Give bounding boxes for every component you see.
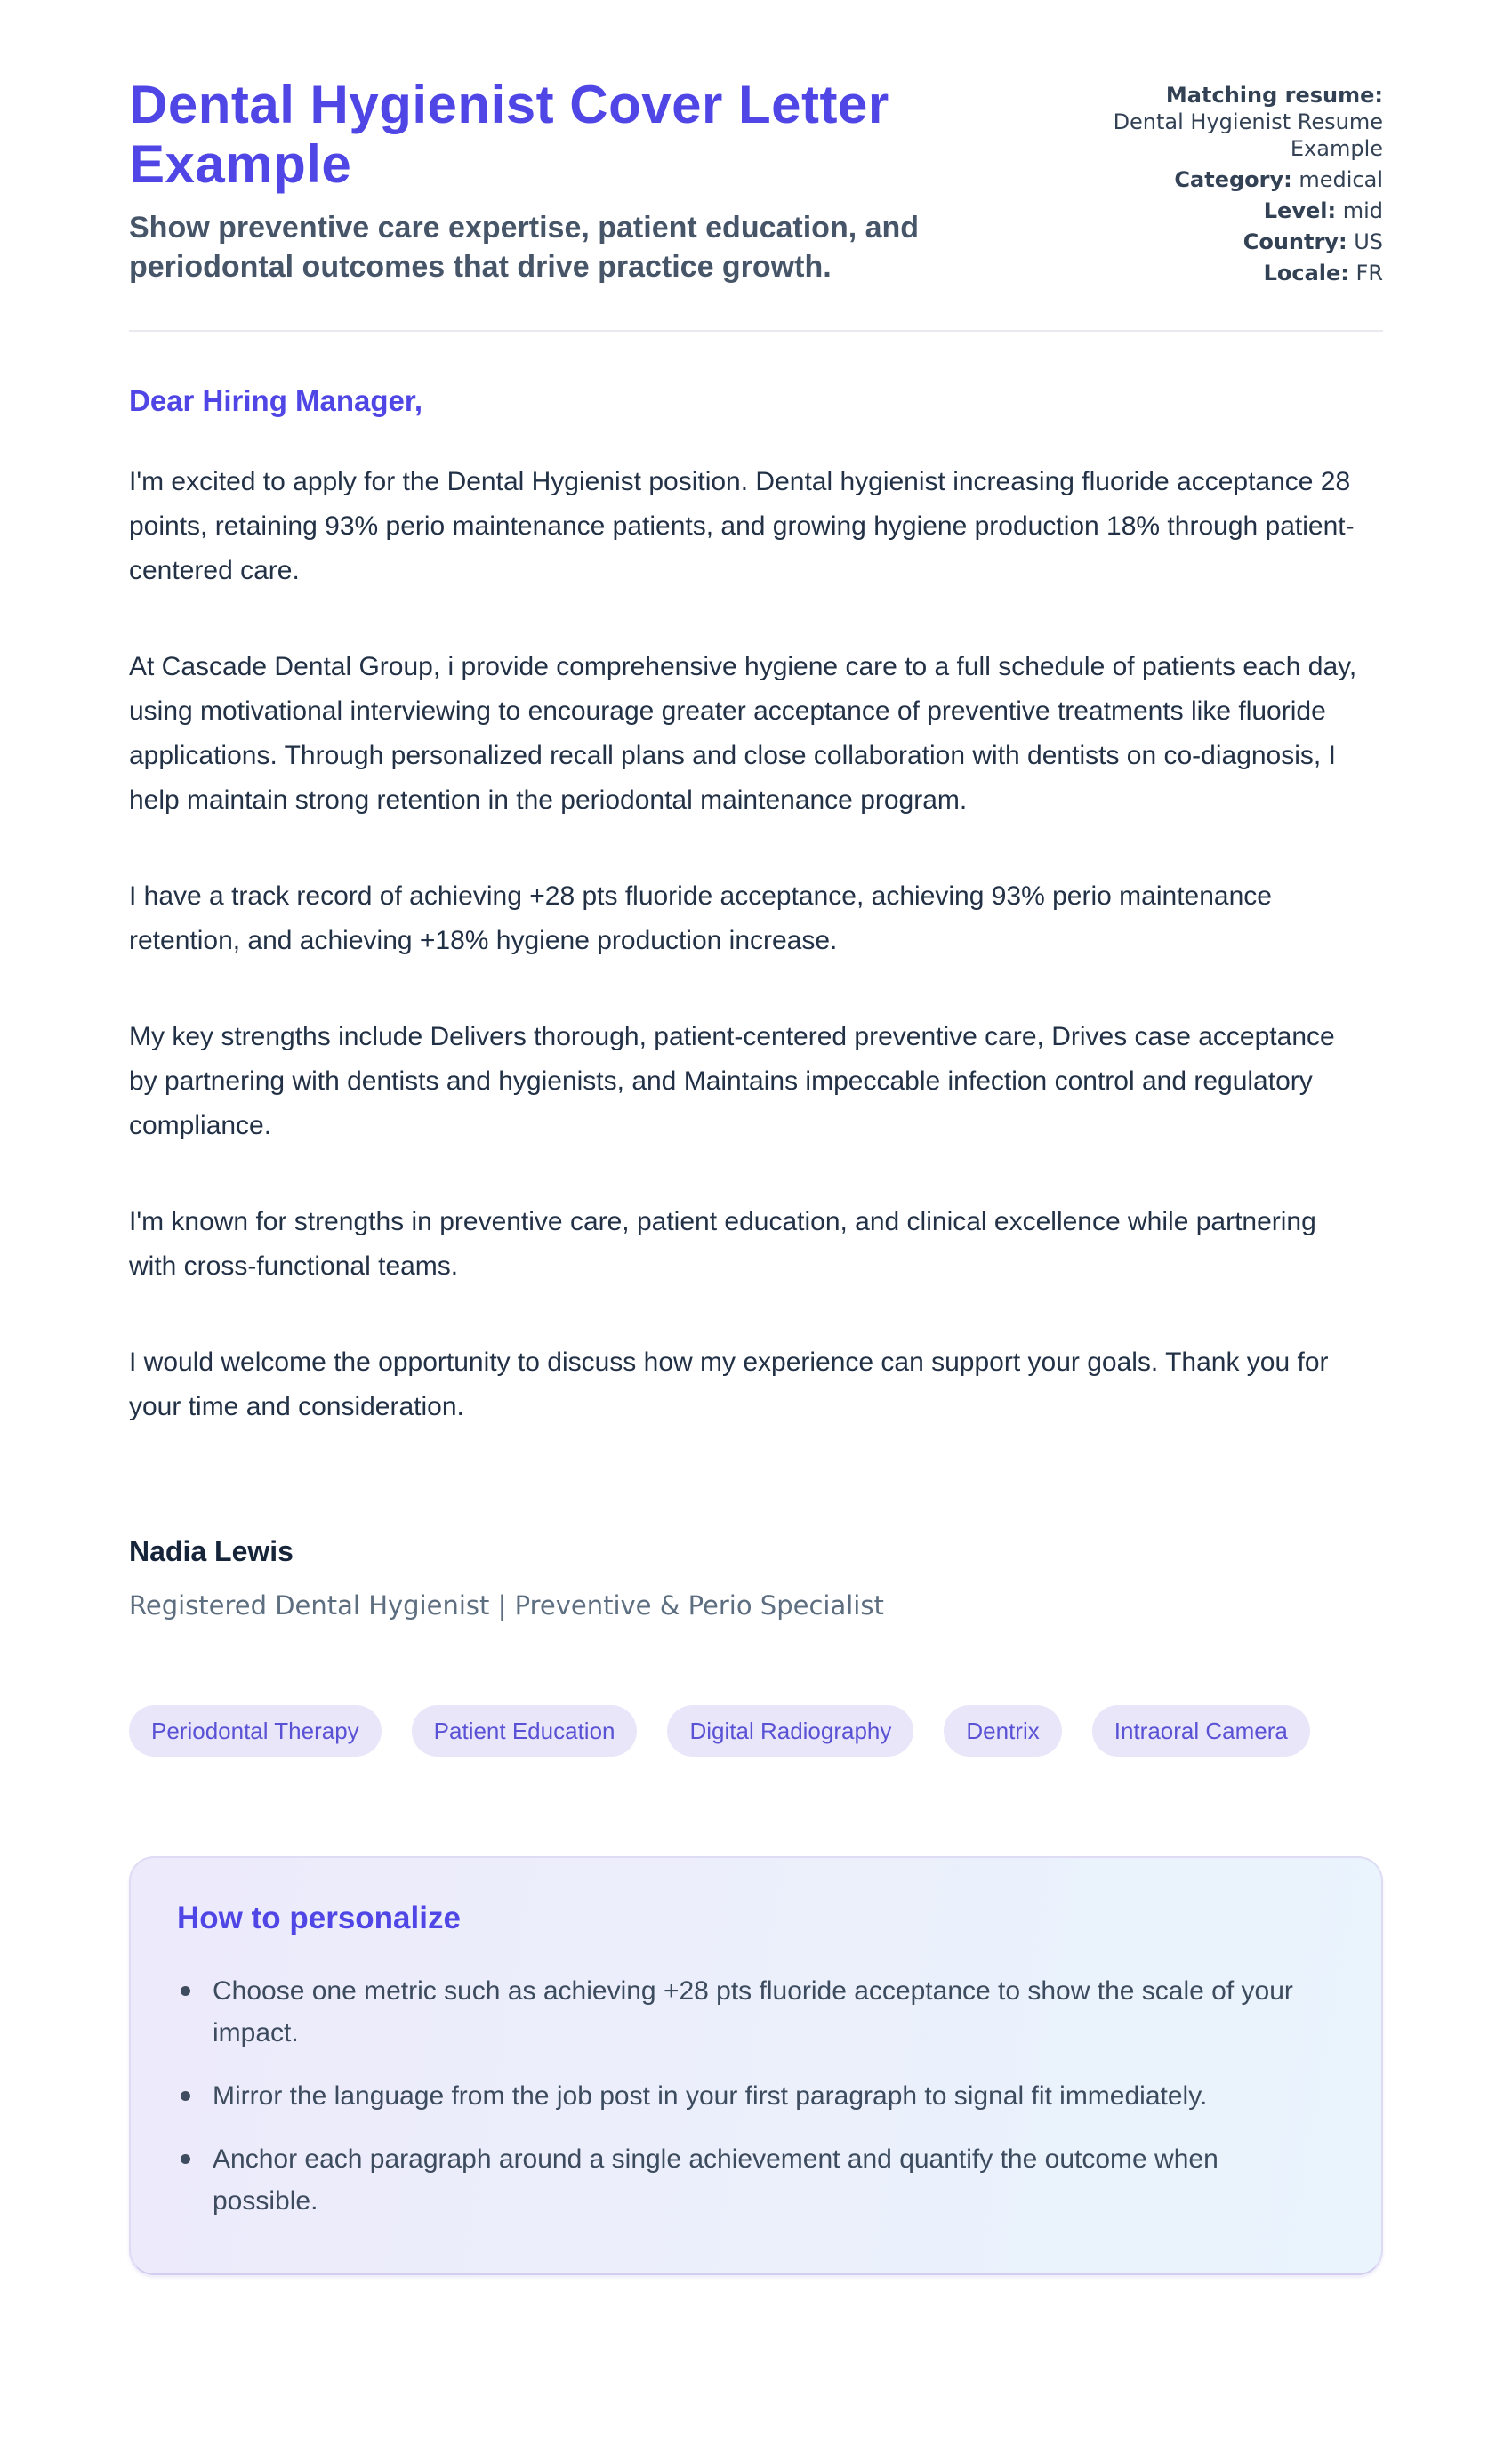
letter-paragraph: I'm known for strengths in preventive care, patient education, and clinical excellence while partnering with cross-functional teams. — [129, 1207, 1316, 1281]
letter-greeting: Dear Hiring Manager, — [129, 384, 423, 417]
skill-tag-patient-education[interactable]: Patient Education — [412, 1705, 638, 1757]
bullet-dot-icon — [181, 1986, 190, 1996]
meta-locale — [1081, 260, 1383, 286]
skill-tag-digital-radiography[interactable]: Digital Radiography — [667, 1705, 913, 1757]
page-title: Dental Hygienist Cover Letter Example — [129, 75, 889, 194]
meta-country-label: Country: — [1243, 229, 1347, 254]
skill-tag-intraoral-camera[interactable]: Intraoral Camera — [1092, 1705, 1310, 1757]
letter-paragraph: I have a track record of achieving +28 pts fluoride acceptance, achieving 93% perio maintenance retention, and achieving +18% hygiene production increase. — [129, 881, 1272, 955]
callout-bullet-list — [177, 1970, 1324, 2222]
skill-tag-dentrix[interactable]: Dentrix — [944, 1705, 1061, 1757]
skill-tags — [129, 1705, 1383, 1757]
letter-paragraph: I would welcome the opportunity to discuss how my experience can support your goals. Thank you for your time and consideration. — [129, 1348, 1329, 1421]
header-divider — [129, 330, 1383, 332]
skill-tag-periodontal-therapy[interactable]: Periodontal Therapy — [129, 1705, 382, 1757]
callout-bullet-text: Choose one metric such as achieving +28 pts fluoride acceptance to show the scale of your impact. — [213, 1976, 1293, 2048]
callout-bullet — [177, 1970, 1298, 2054]
cover-letter-page — [129, 0, 1383, 2275]
meta-level-label: Level: — [1263, 198, 1337, 223]
meta-country-value: US — [1354, 229, 1383, 254]
how-to-personalize-callout — [129, 1856, 1383, 2275]
meta-matching-resume — [1081, 82, 1383, 162]
callout-bullet — [177, 2075, 1298, 2117]
callout-title: How to personalize — [177, 1901, 461, 1935]
bullet-dot-icon — [181, 2091, 190, 2101]
meta-locale-value: FR — [1355, 261, 1383, 286]
letter-paragraph: My key strengths include Delivers thorough, patient-centered preventive care, Drives case acceptance by partnering with dentists and hygienists, and Maintains impeccable infection control and regulatory compliance. — [129, 1022, 1335, 1140]
callout-bullet-text: Mirror the language from the job post in your first paragraph to signal fit immediately. — [213, 2081, 1208, 2111]
cover-letter-body — [129, 383, 1383, 1621]
callout-bullet — [177, 2138, 1298, 2222]
letter-paragraph: I'm excited to apply for the Dental Hygienist position. Dental hygienist increasing fluoride acceptance 28 points, retaining 93% perio maintenance patients, and growing hygiene production 18% through patient-centered care. — [129, 467, 1355, 585]
page-subtitle: Show preventive care expertise, patient education, and periodontal outcomes that drive practice growth. — [129, 211, 920, 284]
title-block — [129, 75, 1027, 286]
resume-meta-panel — [1081, 75, 1383, 291]
bullet-dot-icon — [181, 2154, 190, 2164]
letter-paragraph: At Cascade Dental Group, i provide comprehensive hygiene care to a full schedule of patients each day, using motivational interviewing to encourage greater acceptance of preventive treatments like fluoride applications. Through personalized recall plans and close collaboration with dentists on co-diagnosis, I help maintain strong retention in the periodontal maintenance program. — [129, 652, 1357, 815]
meta-category-label: Category: — [1174, 167, 1292, 192]
meta-matching-resume-value: Dental Hygienist Resume Example — [1113, 109, 1383, 161]
meta-matching-resume-label: Matching resume: — [1165, 83, 1383, 108]
meta-category — [1081, 166, 1383, 193]
meta-level-value: mid — [1342, 198, 1383, 223]
signature-name: Nadia Lewis — [129, 1535, 294, 1567]
page-header — [129, 75, 1383, 291]
signature-title: Registered Dental Hygienist | Preventive & Perio Specialist — [129, 1590, 884, 1621]
meta-locale-label: Locale: — [1263, 261, 1349, 286]
meta-level — [1081, 197, 1383, 224]
meta-category-value: medical — [1299, 167, 1383, 192]
meta-country — [1081, 229, 1383, 255]
callout-bullet-text: Anchor each paragraph around a single achievement and quantify the outcome when possible. — [213, 2144, 1218, 2216]
